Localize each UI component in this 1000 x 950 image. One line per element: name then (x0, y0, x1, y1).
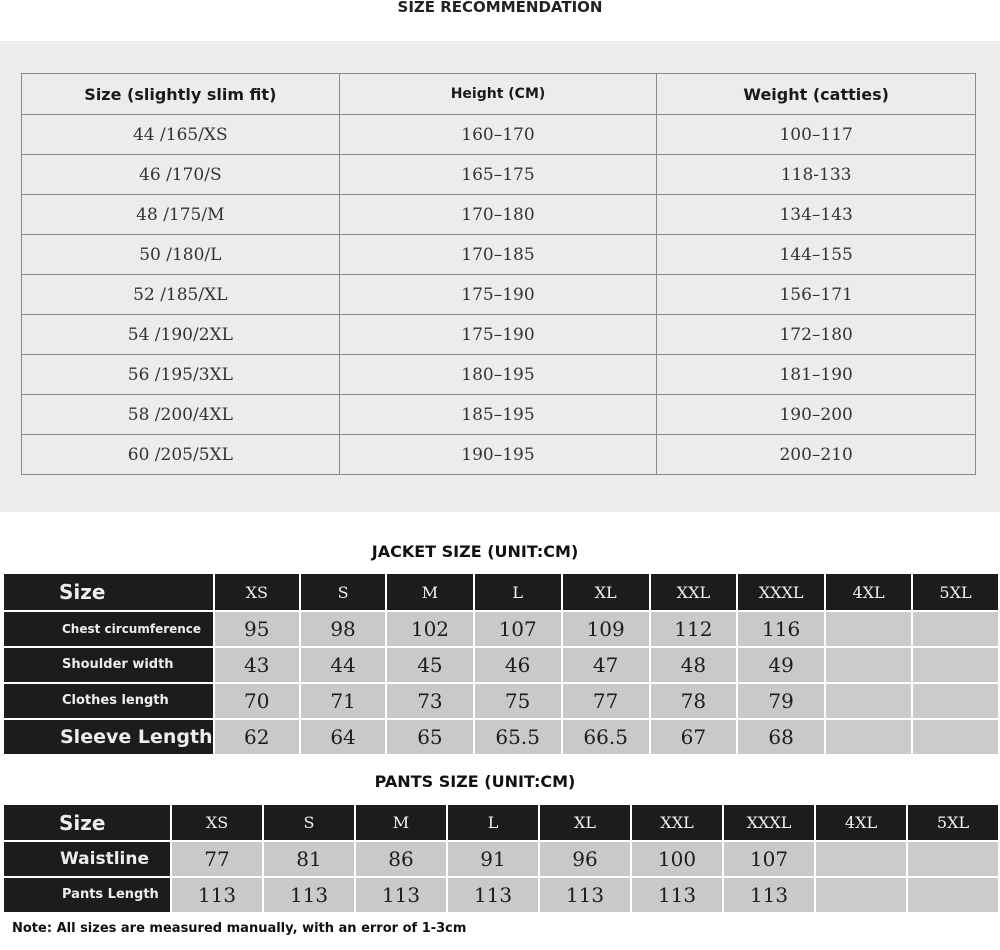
value-cell: 43 (215, 648, 299, 682)
value-cell: 113 (632, 878, 722, 912)
row-label-pants-length: Pants Length (4, 878, 170, 912)
weight-cell: 156–171 (657, 275, 976, 315)
jacket-size-title: JACKET SIZE (UNIT:CM) (371, 542, 579, 561)
column-header-weight: Weight (catties) (657, 74, 976, 115)
measurement-note: Note: All sizes are measured manually, with an error of 1-3cm (12, 921, 467, 936)
size-col-s: S (264, 805, 354, 840)
weight-cell: 181–190 (657, 355, 976, 395)
value-cell: 48 (651, 648, 736, 682)
value-cell: 62 (215, 720, 299, 754)
height-cell: 180–195 (339, 355, 657, 395)
value-cell: 68 (738, 720, 824, 754)
value-cell: 65.5 (475, 720, 561, 754)
value-cell: 44 (301, 648, 385, 682)
value-cell: 107 (724, 842, 814, 876)
value-cell-empty (908, 878, 998, 912)
size-recommendation-table (21, 73, 976, 475)
pants-size-table (2, 803, 1000, 914)
value-cell: 113 (448, 878, 538, 912)
size-cell: 50 /180/L (22, 235, 340, 275)
size-col-xl: XL (540, 805, 630, 840)
value-cell-empty (826, 720, 911, 754)
size-cell: 54 /190/2XL (22, 315, 340, 355)
value-cell-empty (913, 612, 998, 646)
value-cell: 113 (172, 878, 262, 912)
value-cell: 102 (387, 612, 472, 646)
size-col-xxl: XXL (632, 805, 722, 840)
pants-size-title: PANTS SIZE (UNIT:CM) (374, 772, 576, 791)
table-row (4, 648, 998, 682)
table-row (22, 395, 976, 435)
column-header-height: Height (CM) (339, 74, 657, 115)
value-cell-empty (913, 684, 998, 718)
table-row (22, 355, 976, 395)
size-header: Size (4, 805, 170, 840)
value-cell: 113 (540, 878, 630, 912)
table-row (4, 684, 998, 718)
height-cell: 170–180 (339, 195, 657, 235)
size-cell: 52 /185/XL (22, 275, 340, 315)
size-cell: 60 /205/5XL (22, 435, 340, 475)
table-row (22, 155, 976, 195)
value-cell: 79 (738, 684, 824, 718)
table-row (22, 235, 976, 275)
table-row (22, 195, 976, 235)
value-cell-empty (908, 842, 998, 876)
height-cell: 170–185 (339, 235, 657, 275)
size-header: Size (4, 574, 213, 610)
size-recommendation-panel (0, 41, 1000, 512)
table-row (4, 878, 998, 912)
size-col-xs: XS (215, 574, 299, 610)
value-cell: 46 (475, 648, 561, 682)
size-col-s: S (301, 574, 385, 610)
value-cell: 109 (563, 612, 649, 646)
row-label-chest: Chest circumference (4, 612, 213, 646)
table-header-row (22, 74, 976, 115)
height-cell: 190–195 (339, 435, 657, 475)
height-cell: 175–190 (339, 275, 657, 315)
size-col-5xl: 5XL (908, 805, 998, 840)
value-cell: 75 (475, 684, 561, 718)
value-cell: 70 (215, 684, 299, 718)
row-label-shoulder: Shoulder width (4, 648, 213, 682)
value-cell: 113 (264, 878, 354, 912)
value-cell: 64 (301, 720, 385, 754)
weight-cell: 118-133 (657, 155, 976, 195)
value-cell-empty (913, 720, 998, 754)
value-cell: 86 (356, 842, 446, 876)
size-cell: 48 /175/M (22, 195, 340, 235)
table-row (22, 115, 976, 155)
value-cell: 47 (563, 648, 649, 682)
value-cell: 96 (540, 842, 630, 876)
size-col-l: L (475, 574, 561, 610)
size-col-xl: XL (563, 574, 649, 610)
table-row (4, 720, 998, 754)
value-cell: 77 (563, 684, 649, 718)
size-cell: 56 /195/3XL (22, 355, 340, 395)
value-cell: 67 (651, 720, 736, 754)
size-col-xxxl: XXXL (738, 574, 824, 610)
table-row (22, 315, 976, 355)
row-label-clothes-length: Clothes length (4, 684, 213, 718)
pants-header-row (4, 805, 998, 840)
column-header-size: Size (slightly slim fit) (22, 74, 340, 115)
value-cell: 116 (738, 612, 824, 646)
weight-cell: 144–155 (657, 235, 976, 275)
row-label-waistline: Waistline (4, 842, 170, 876)
size-col-m: M (356, 805, 446, 840)
weight-cell: 100–117 (657, 115, 976, 155)
value-cell-empty (913, 648, 998, 682)
size-col-xxxl: XXXL (724, 805, 814, 840)
row-label-sleeve-length: Sleeve Length (4, 720, 213, 754)
value-cell: 100 (632, 842, 722, 876)
page-title: SIZE RECOMMENDATION (397, 0, 603, 16)
value-cell-empty (816, 878, 906, 912)
table-row (22, 275, 976, 315)
value-cell: 81 (264, 842, 354, 876)
size-cell: 58 /200/4XL (22, 395, 340, 435)
value-cell: 113 (724, 878, 814, 912)
value-cell: 71 (301, 684, 385, 718)
jacket-size-table (2, 572, 1000, 756)
value-cell-empty (826, 612, 911, 646)
value-cell: 113 (356, 878, 446, 912)
value-cell: 66.5 (563, 720, 649, 754)
size-col-m: M (387, 574, 472, 610)
value-cell-empty (826, 648, 911, 682)
value-cell: 45 (387, 648, 472, 682)
weight-cell: 134–143 (657, 195, 976, 235)
height-cell: 175–190 (339, 315, 657, 355)
table-row (4, 842, 998, 876)
value-cell: 49 (738, 648, 824, 682)
height-cell: 165–175 (339, 155, 657, 195)
size-cell: 44 /165/XS (22, 115, 340, 155)
value-cell: 77 (172, 842, 262, 876)
value-cell: 73 (387, 684, 472, 718)
weight-cell: 190–200 (657, 395, 976, 435)
value-cell: 112 (651, 612, 736, 646)
size-cell: 46 /170/S (22, 155, 340, 195)
size-col-4xl: 4XL (826, 574, 911, 610)
value-cell: 91 (448, 842, 538, 876)
size-col-xxl: XXL (651, 574, 736, 610)
size-col-l: L (448, 805, 538, 840)
weight-cell: 200–210 (657, 435, 976, 475)
jacket-header-row (4, 574, 998, 610)
size-col-xs: XS (172, 805, 262, 840)
height-cell: 160–170 (339, 115, 657, 155)
height-cell: 185–195 (339, 395, 657, 435)
size-col-5xl: 5XL (913, 574, 998, 610)
weight-cell: 172–180 (657, 315, 976, 355)
value-cell-empty (826, 684, 911, 718)
value-cell-empty (816, 842, 906, 876)
table-row (4, 612, 998, 646)
value-cell: 65 (387, 720, 472, 754)
value-cell: 107 (475, 612, 561, 646)
value-cell: 78 (651, 684, 736, 718)
value-cell: 98 (301, 612, 385, 646)
size-col-4xl: 4XL (816, 805, 906, 840)
value-cell: 95 (215, 612, 299, 646)
table-row (22, 435, 976, 475)
